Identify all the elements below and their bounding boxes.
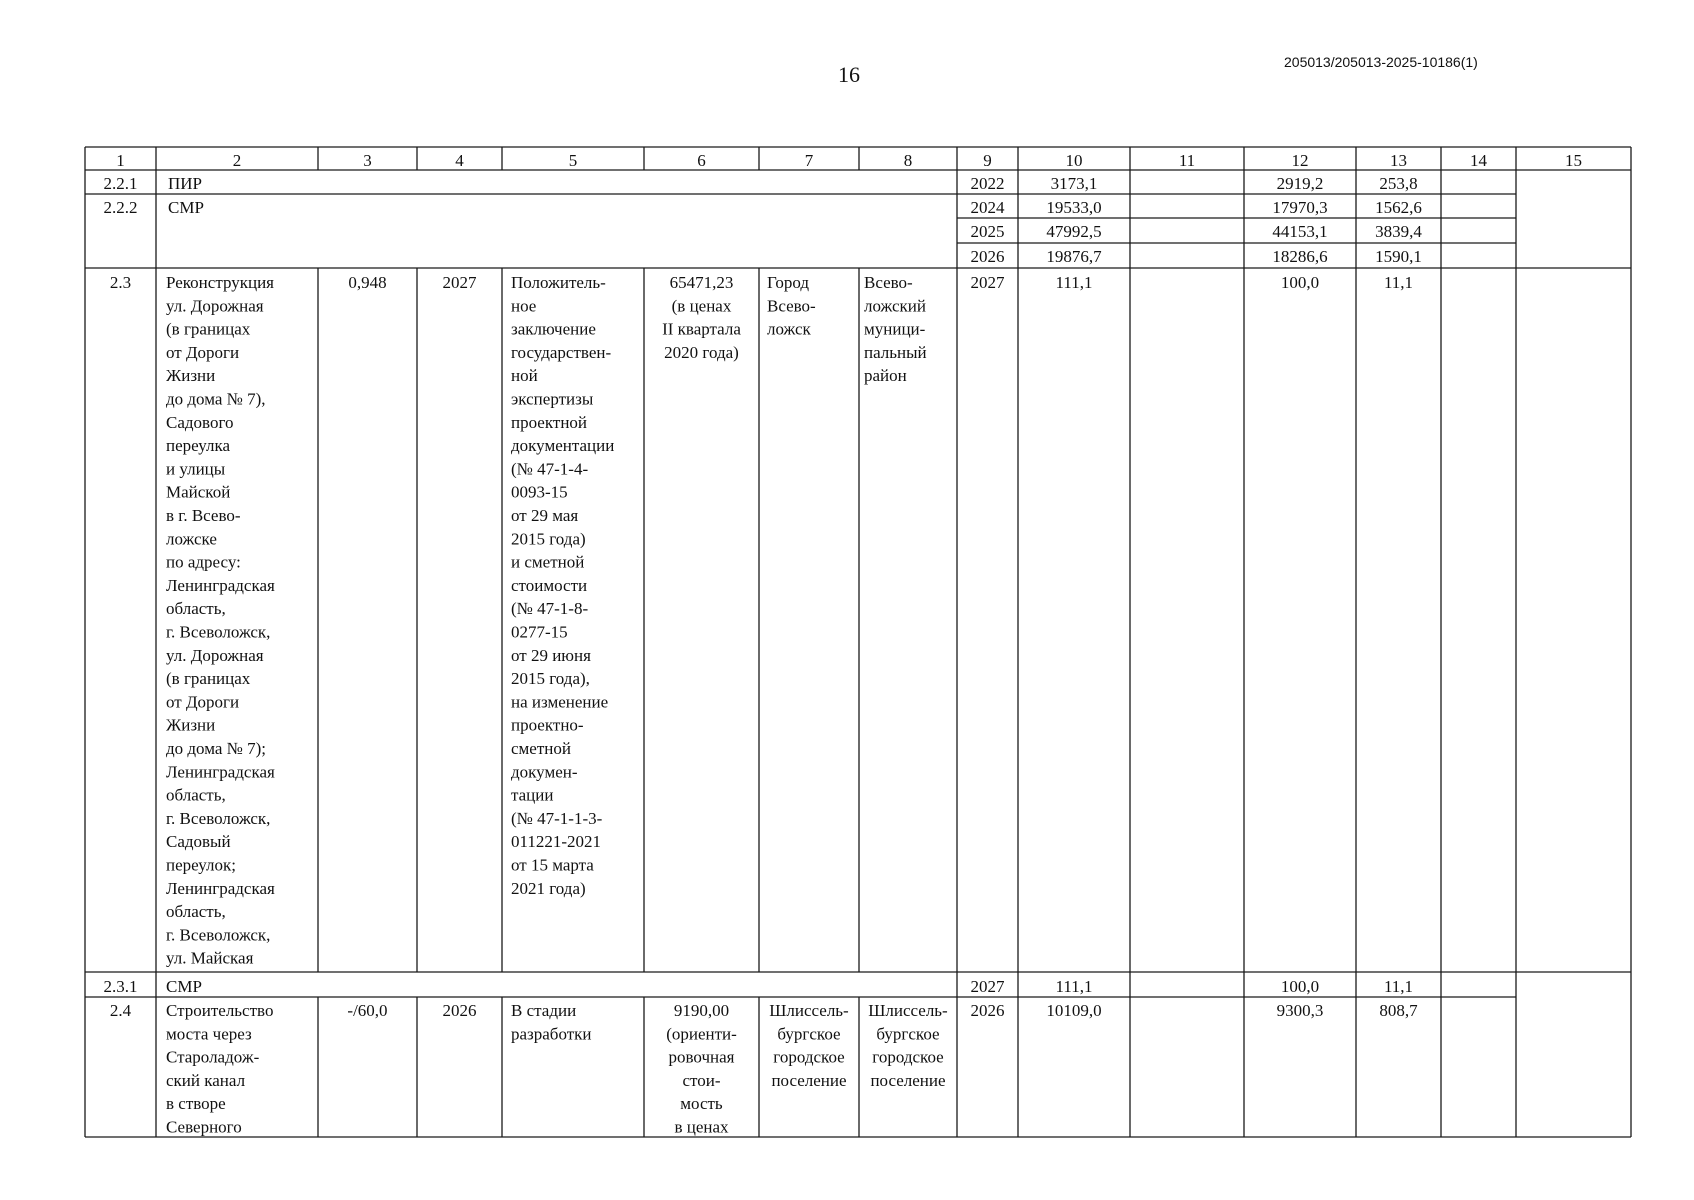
- object-name-line: до дома № 7),: [166, 389, 266, 409]
- expertise-line: ной: [511, 366, 538, 386]
- expertise-line: (№ 47-1-8-: [511, 599, 589, 619]
- year-cell: 2022: [970, 174, 1005, 193]
- column-header: 5: [568, 151, 578, 170]
- column-header: 13: [1390, 151, 1407, 170]
- value-cell: 1590,1: [1375, 247, 1422, 266]
- object-name-line: г. Всеволожск,: [166, 808, 271, 828]
- value-cell: 111,1: [1055, 273, 1093, 292]
- value-cell: 111,1: [1055, 977, 1093, 996]
- value-cell: 1562,6: [1375, 198, 1422, 217]
- value-cell: 9300,3: [1276, 1001, 1324, 1020]
- object-name-line: Строительство: [166, 1001, 274, 1020]
- expertise-line: от 29 июня: [511, 645, 591, 665]
- expertise-line: от 15 марта: [511, 855, 594, 875]
- district-line: ложский: [864, 296, 926, 316]
- object-name-line: в г. Всево-: [166, 506, 241, 525]
- object-name-line: г. Всеволожск,: [166, 622, 271, 642]
- cost-line: II квартала: [662, 319, 741, 339]
- object-name-line: Майской: [166, 482, 231, 502]
- column-header: 10: [1065, 151, 1083, 170]
- row-title: ПИР: [168, 174, 203, 193]
- value-cell: 3839,4: [1375, 222, 1422, 241]
- object-name-line: моста через: [166, 1024, 252, 1044]
- year-cell: 2024: [970, 198, 1005, 217]
- year-cell: 2027: [970, 273, 1005, 292]
- object-name-line: от Дороги: [166, 692, 240, 712]
- expertise-line: сметной: [511, 739, 571, 758]
- value-cell: 100,0: [1280, 273, 1320, 292]
- value-cell: 11,1: [1383, 273, 1414, 292]
- object-name-line: и улицы: [166, 459, 226, 479]
- expertise-line: документации: [511, 436, 615, 456]
- expertise-line: на изменение: [511, 692, 609, 712]
- district-line: Шлиссель-: [868, 1001, 948, 1020]
- row-number: 2.2.1: [103, 174, 138, 193]
- value-cell: 17970,3: [1272, 198, 1328, 217]
- object-name-line: область,: [166, 785, 226, 805]
- settlement-line: Всево-: [767, 296, 816, 316]
- expertise-line: (№ 47-1-4-: [511, 459, 589, 479]
- value-cell: 10109,0: [1046, 1001, 1102, 1020]
- expertise-line: тации: [511, 785, 554, 805]
- row-number: 2.3: [109, 273, 132, 292]
- status-line: разработки: [511, 1024, 592, 1044]
- cost-line: 2020 года): [664, 342, 739, 362]
- cost-line: стои-: [682, 1070, 721, 1090]
- value-cell: 19533,0: [1046, 198, 1102, 217]
- expertise-line: заключение: [511, 319, 596, 339]
- cost-line: мость: [680, 1094, 723, 1114]
- cost-line: (ориенти-: [666, 1024, 737, 1044]
- value-cell: 47992,5: [1046, 222, 1102, 241]
- value-cell: 0,948: [348, 273, 387, 292]
- value-cell: 100,0: [1280, 977, 1320, 996]
- column-header: 15: [1565, 151, 1582, 170]
- district-line: район: [864, 366, 907, 386]
- value-cell: 11,1: [1383, 977, 1414, 996]
- cost-line: (в ценах: [671, 296, 732, 316]
- district-line: городское: [872, 1047, 944, 1067]
- object-name-line: Жизни: [166, 366, 216, 386]
- status-line: В стадии: [511, 1001, 577, 1020]
- object-name-line: Садового: [166, 412, 234, 432]
- expertise-line: Положитель-: [511, 273, 606, 292]
- year-cell: 2026: [970, 1001, 1005, 1020]
- expertise-line: 0093-15: [511, 482, 568, 502]
- object-name-line: по адресу:: [166, 552, 241, 572]
- value-cell: 808,7: [1379, 1001, 1418, 1020]
- object-name-line: область,: [166, 902, 226, 922]
- expertise-line: государствен-: [511, 342, 612, 362]
- column-header: 4: [455, 151, 464, 170]
- object-name-line: (в границах: [166, 669, 251, 689]
- object-name-line: ул. Дорожная: [166, 645, 264, 665]
- expertise-line: ное: [511, 296, 537, 316]
- expertise-line: от 29 мая: [511, 506, 579, 525]
- column-header: 8: [903, 151, 913, 170]
- year-cell: 2027: [442, 273, 477, 292]
- expertise-line: (№ 47-1-1-3-: [511, 808, 603, 828]
- object-name-line: г. Всеволожск,: [166, 925, 271, 945]
- expertise-line: 0277-15: [511, 622, 568, 642]
- expertise-line: 2015 года): [511, 529, 586, 549]
- column-header: 14: [1470, 151, 1487, 170]
- settlement-line: Шлиссель-: [769, 1001, 849, 1020]
- settlement-line: городское: [773, 1047, 845, 1067]
- cost-line: в ценах: [674, 1117, 729, 1137]
- column-header: 2: [232, 151, 242, 170]
- object-name-line: переулка: [166, 436, 231, 456]
- district-line: бургское: [876, 1024, 940, 1044]
- row-title: СМР: [168, 198, 204, 217]
- expertise-line: 2015 года),: [511, 669, 590, 689]
- expertise-line: стоимости: [511, 575, 588, 595]
- object-name-line: Реконструкция: [166, 273, 275, 292]
- object-name-line: в створе: [166, 1094, 226, 1114]
- district-line: пальный: [864, 342, 927, 362]
- object-name-line: Жизни: [166, 715, 216, 735]
- expertise-line: 011221-2021: [511, 832, 602, 852]
- object-name-line: до дома № 7);: [166, 739, 267, 758]
- value-cell: 18286,6: [1272, 247, 1328, 266]
- row-number: 2.4: [109, 1001, 132, 1020]
- object-name-line: ул. Майская: [166, 948, 254, 968]
- expertise-line: 2021 года): [511, 878, 586, 898]
- object-name-line: Ленинградская: [166, 762, 275, 782]
- year-cell: 2027: [970, 977, 1005, 996]
- column-header: 7: [804, 151, 814, 170]
- settlement-line: поселение: [771, 1070, 847, 1090]
- district-line: поселение: [870, 1070, 946, 1090]
- value-cell: 2919,2: [1276, 174, 1324, 193]
- column-header: 11: [1178, 151, 1196, 170]
- object-name-line: ский канал: [166, 1070, 246, 1090]
- object-name-line: Ленинградская: [166, 575, 275, 595]
- value-cell: -/60,0: [347, 1001, 388, 1020]
- object-name-line: ложске: [166, 529, 217, 549]
- object-name-line: от Дороги: [166, 342, 240, 362]
- column-header: 9: [983, 151, 992, 170]
- value-cell: 19876,7: [1046, 247, 1102, 266]
- settlement-line: бургское: [777, 1024, 841, 1044]
- value-cell: 3173,1: [1050, 174, 1098, 193]
- column-header: 6: [697, 151, 706, 170]
- object-name-line: Староладож-: [166, 1047, 260, 1067]
- settlement-line: Город: [767, 273, 809, 292]
- column-header: 3: [363, 151, 372, 170]
- object-name-line: ул. Дорожная: [166, 296, 264, 316]
- column-header: 1: [116, 151, 125, 170]
- row-title: СМР: [166, 977, 202, 996]
- object-name-line: (в границах: [166, 319, 251, 339]
- expertise-line: докумен-: [511, 762, 578, 782]
- row-number: 2.2.2: [103, 198, 138, 217]
- year-cell: 2025: [970, 222, 1005, 241]
- object-name-line: Северного: [166, 1117, 242, 1137]
- district-line: муници-: [864, 319, 926, 339]
- expertise-line: проектно-: [511, 715, 584, 735]
- cost-line: 9190,00: [673, 1001, 730, 1020]
- value-cell: 253,8: [1379, 174, 1418, 193]
- object-name-line: переулок;: [166, 855, 236, 875]
- object-name-line: область,: [166, 599, 226, 619]
- object-name-line: Садовый: [166, 832, 231, 852]
- expertise-line: и сметной: [511, 552, 585, 572]
- year-cell: 2026: [970, 247, 1005, 266]
- object-name-line: Ленинградская: [166, 878, 275, 898]
- row-number: 2.3.1: [103, 977, 138, 996]
- document-id: 205013/205013-2025-10186(1): [1284, 54, 1478, 70]
- table-cells: [104, 151, 1583, 1137]
- year-cell: 2026: [442, 1001, 477, 1020]
- cost-line: 65471,23: [669, 273, 734, 292]
- column-header: 12: [1291, 151, 1309, 170]
- cost-line: ровочная: [668, 1047, 735, 1067]
- expertise-line: проектной: [511, 412, 588, 432]
- district-line: Всево-: [864, 273, 913, 292]
- page-number: 16: [838, 62, 860, 87]
- settlement-line: ложск: [767, 319, 811, 339]
- expertise-line: экспертизы: [511, 389, 594, 409]
- value-cell: 44153,1: [1272, 222, 1328, 241]
